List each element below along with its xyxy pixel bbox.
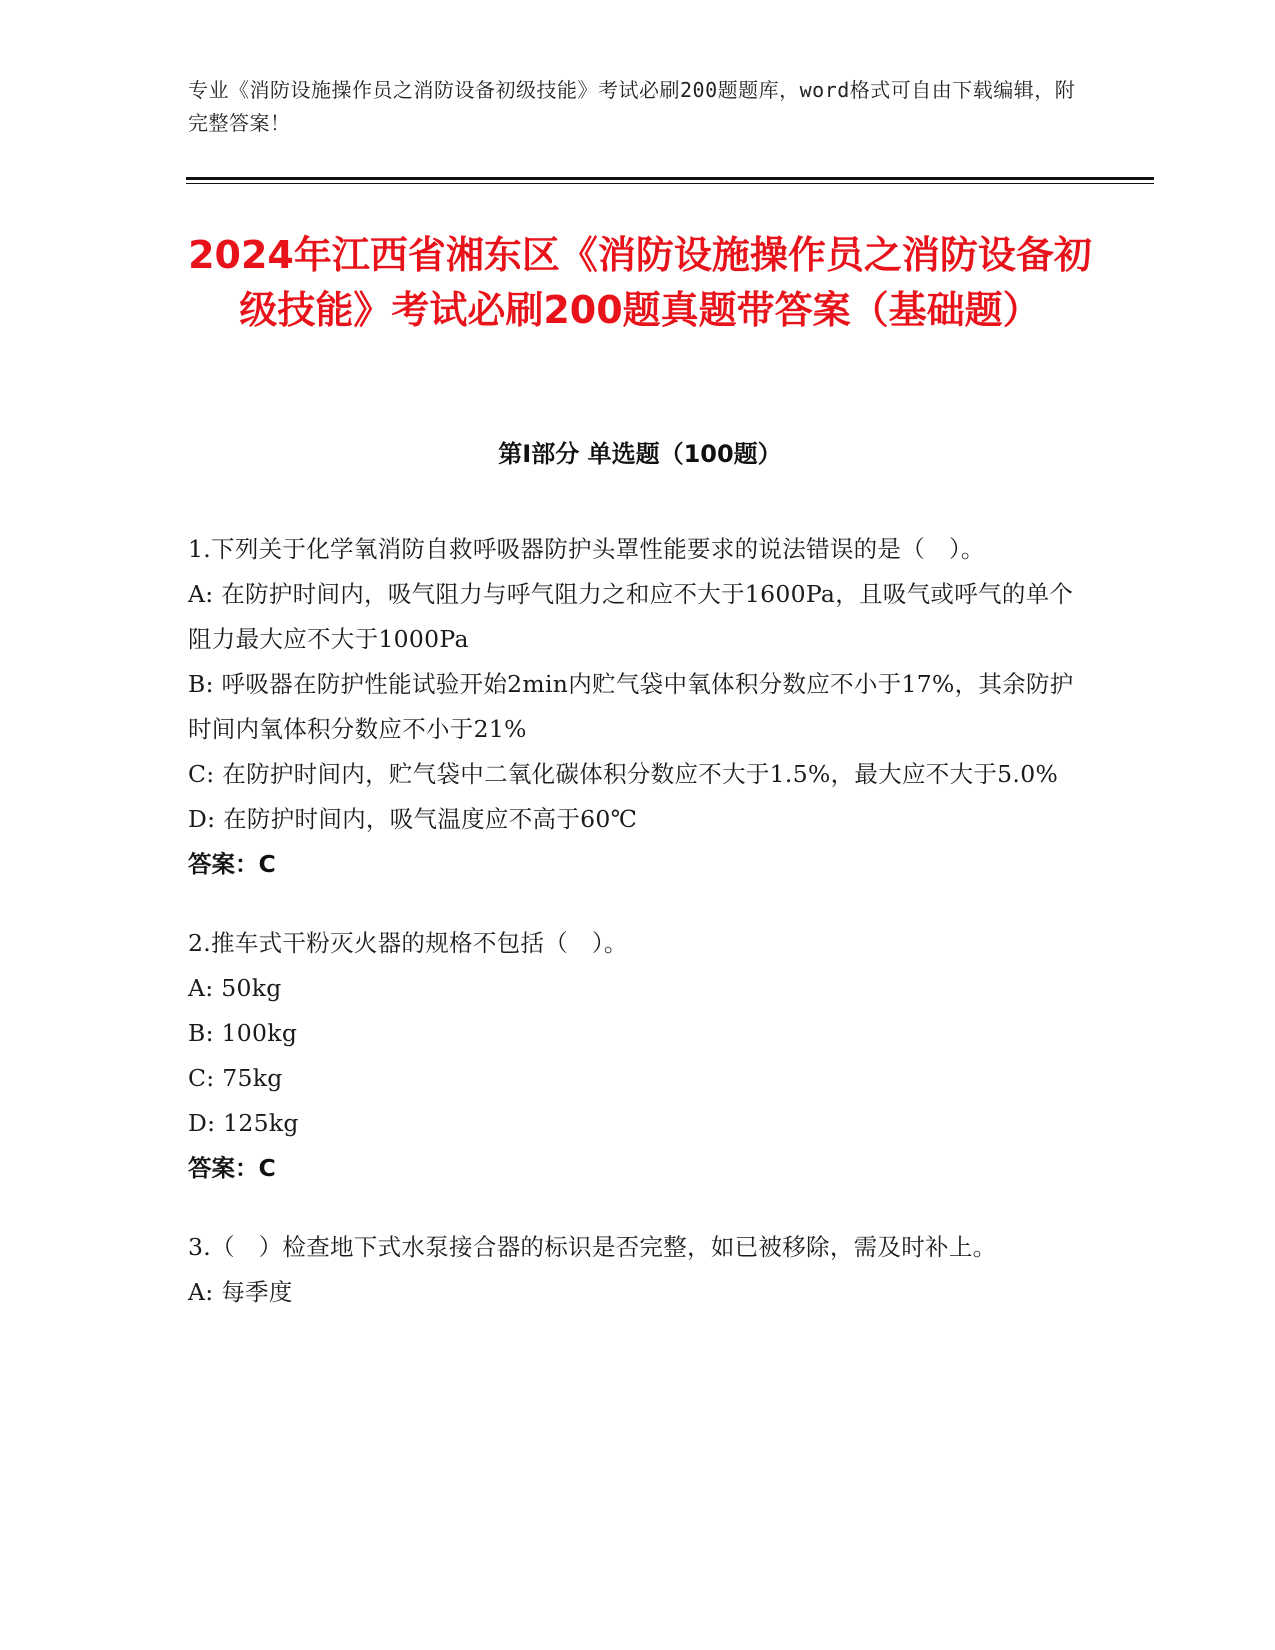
question-stem: 2.推车式干粉灭火器的规格不包括（ ）。 [188, 929, 628, 957]
option-a: A: 在防护时间内，吸气阻力与呼气阻力之和应不大于1600Pa，且吸气或呼气的单个阻力最大应不大于1000Pa [188, 580, 1074, 653]
document-title: 2024年江西省湘东区《消防设施操作员之消防设备初级技能》考试必刷200题真题带答案（基础题） [188, 233, 1092, 332]
question-stem: 3.（ ）检查地下式水泵接合器的标识是否完整，如已被移除，需及时补上。 [188, 1233, 997, 1261]
question-1 [188, 527, 1093, 887]
question-3 [188, 1225, 1093, 1315]
option-c: C: 在防护时间内，贮气袋中二氧化碳体积分数应不大于1.5%，最大应不大于5.0% [188, 760, 1059, 788]
option-c: C: 75kg [188, 1064, 283, 1092]
header-note: 专业《消防设施操作员之消防设备初级技能》考试必刷200题题库，word格式可自由下载编辑，附完整答案！ [188, 78, 1076, 135]
option-a: A: 50kg [188, 974, 282, 1002]
option-a: A: 每季度 [188, 1278, 293, 1306]
answer: 答案：C [188, 850, 276, 878]
question-2 [188, 921, 1093, 1191]
option-d: D: 在防护时间内，吸气温度应不高于60℃ [188, 805, 638, 833]
section-heading: 第Ⅰ部分 单选题（100题） [498, 440, 782, 468]
header-divider-thin [186, 183, 1154, 184]
header-divider-thick [186, 177, 1154, 180]
question-list [188, 527, 1093, 1349]
option-d: D: 125kg [188, 1109, 299, 1137]
option-b: B: 100kg [188, 1019, 298, 1047]
question-stem: 1.下列关于化学氧消防自救呼吸器防护头罩性能要求的说法错误的是（ ）。 [188, 535, 985, 563]
option-b: B: 呼吸器在防护性能试验开始2min内贮气袋中氧体积分数应不小于17%，其余防护时间内氧体积分数应不小于21% [188, 670, 1074, 743]
answer: 答案：C [188, 1154, 276, 1182]
